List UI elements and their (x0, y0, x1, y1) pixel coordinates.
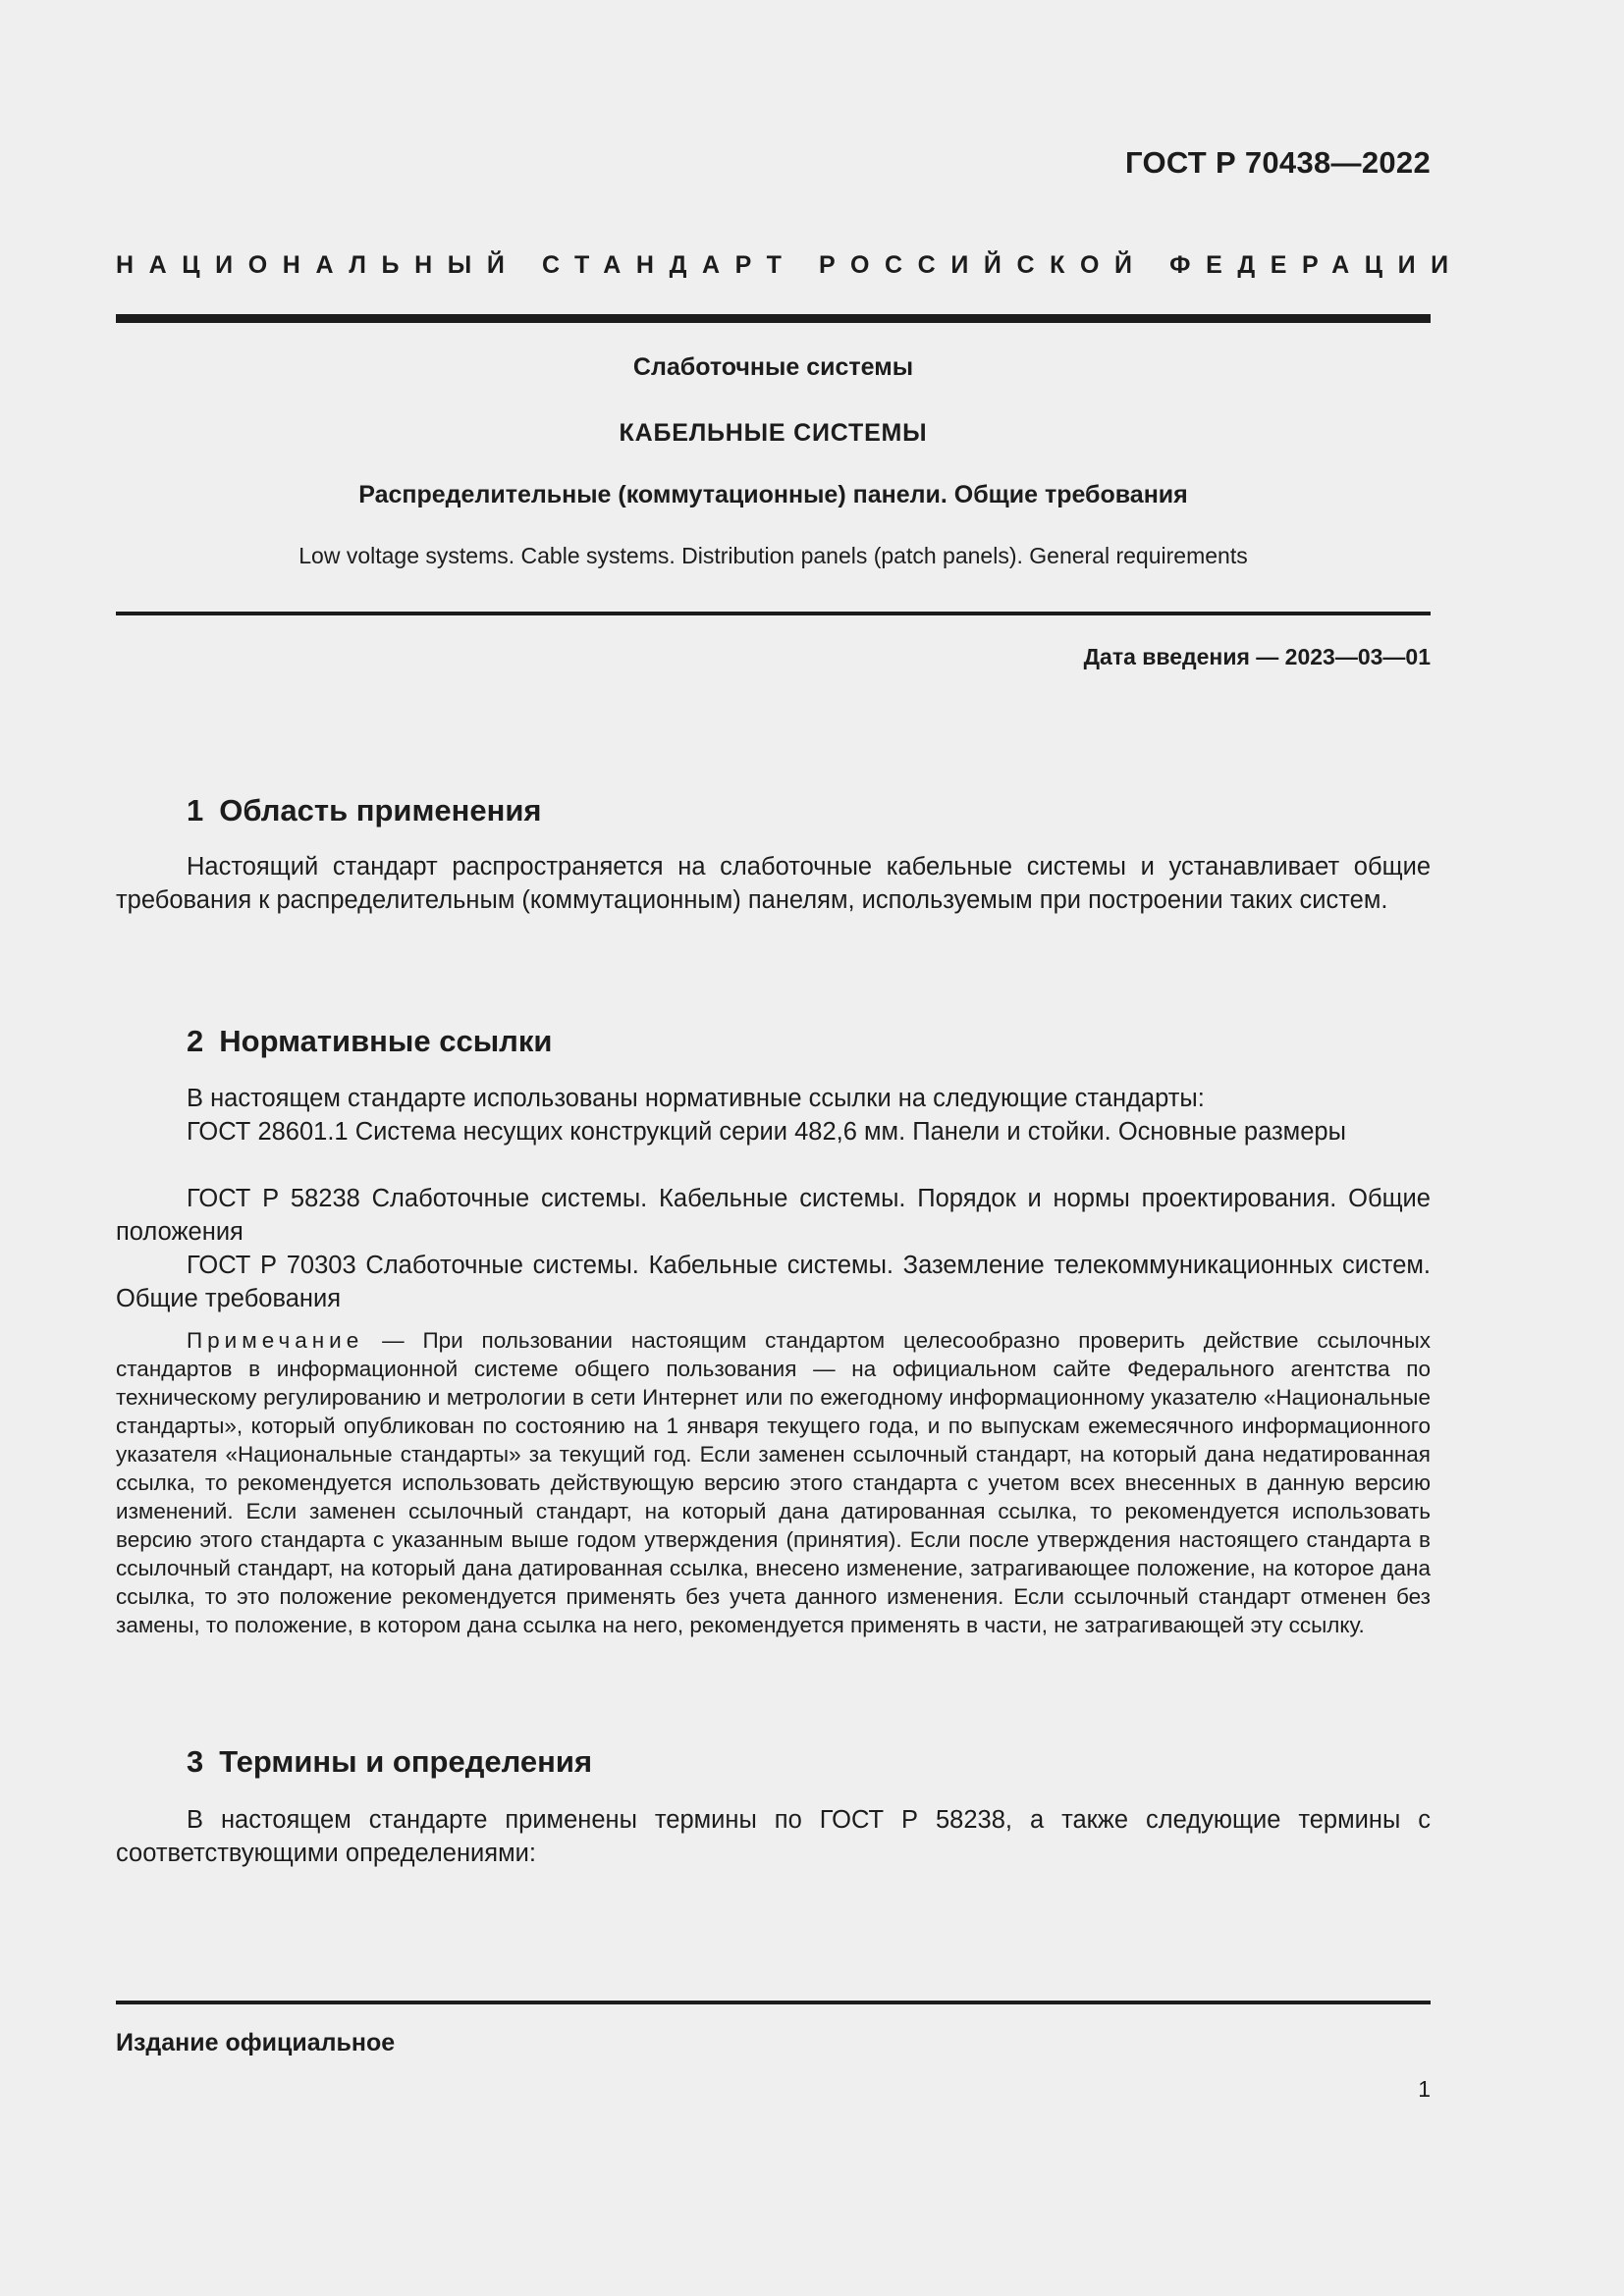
section-2-title: Нормативные ссылки (219, 1024, 553, 1058)
section-3-heading (187, 1744, 592, 1780)
section-2-intro: В настоящем стандарте использованы нормативные ссылки на следующие стандарты: (187, 1085, 1205, 1112)
introduction-date: Дата введения — 2023—03—01 (1083, 644, 1431, 669)
section-3-title: Термины и определения (219, 1744, 593, 1779)
title-line-3: Распределительные (коммутационные) панели. Общие требования (358, 481, 1188, 508)
section-3-number: 3 (187, 1744, 204, 1779)
section-1-number: 1 (187, 793, 204, 828)
reference-item: ГОСТ 28601.1 Система несущих конструкций серии 482,6 мм. Панели и стойки. Основные размеры (187, 1118, 1346, 1146)
title-divider (116, 612, 1431, 615)
official-edition-label: Издание официальное (116, 2029, 396, 2056)
header-divider (116, 314, 1431, 323)
section-1-heading (187, 793, 542, 828)
reference-item: ГОСТ Р 70303 Слаботочные системы. Кабельные системы. Заземление телекоммуникационных систем. Общие требования (116, 1252, 1431, 1312)
english-title: Low voltage systems. Cable systems. Distribution panels (patch panels). General requirements (298, 543, 1248, 568)
title-line-1: Слаботочные системы (632, 353, 914, 381)
section-3-text: В настоящем стандарте применены термины по ГОСТ Р 58238, а также следующие термины с соответствующими определениями: (116, 1806, 1431, 1867)
standard-type-heading: НАЦИОНАЛЬНЫЙ СТАНДАРТ РОССИЙСКОЙ ФЕДЕРАЦИИ (116, 251, 1464, 279)
standard-code: ГОСТ Р 70438—2022 (1125, 145, 1431, 180)
section-2-number: 2 (187, 1024, 204, 1058)
section-1-title: Область применения (219, 793, 542, 828)
page-number: 1 (1418, 2076, 1431, 2102)
references-note (116, 1326, 1431, 1639)
footer-divider (116, 2001, 1431, 2004)
section-2-heading (187, 1024, 552, 1059)
reference-item: ГОСТ Р 58238 Слаботочные системы. Кабельные системы. Порядок и нормы проектирования. Общие положения (116, 1185, 1431, 1246)
note-text: — При пользовании настоящим стандартом целесообразно проверить действие ссылочных стандартов в информационной системе общего пользования — на официальном сайте Федерального агентства по техническому регулированию и метрологии в сети Интернет или по ежегодному информационному указателю «Национальные стандарты», который опубликован по состоянию на 1 января текущего года, и по выпускам ежемесячного информационного указателя «Национальные стандарты» за текущий год. Если заменен ссылочный стандарт, на который дана недатированная ссылка, то рекомендуется использовать действующую версию этого стандарта с учетом всех внесенных в данную версию изменений. Если заменен ссылочный стандарт, на который дана датированная ссылка, то рекомендуется использовать версию этого стандарта с указанным выше годом утверждения (принятия). Если после утверждения настоящего стандарта в ссылочный стандарт, на который дана датированная ссылка, внесено изменение, затрагивающее положение, на которое дана ссылка, то это положение рекомендуется применять без учета данного изменения. Если ссылочный стандарт отменен без замены, то положение, в котором дана ссылка на него, рекомендуется применять в части, не затрагивающей эту ссылку. (116, 1328, 1431, 1637)
note-label: Примечание (187, 1328, 364, 1353)
document-page (116, 0, 1464, 2296)
section-1-text: Настоящий стандарт распространяется на слаботочные кабельные системы и устанавливает общие требования к распределительным (коммутационным) панелям, используемым при построении таких систем. (116, 853, 1431, 914)
title-line-2: КАБЕЛЬНЫЕ СИСТЕМЫ (619, 419, 928, 447)
